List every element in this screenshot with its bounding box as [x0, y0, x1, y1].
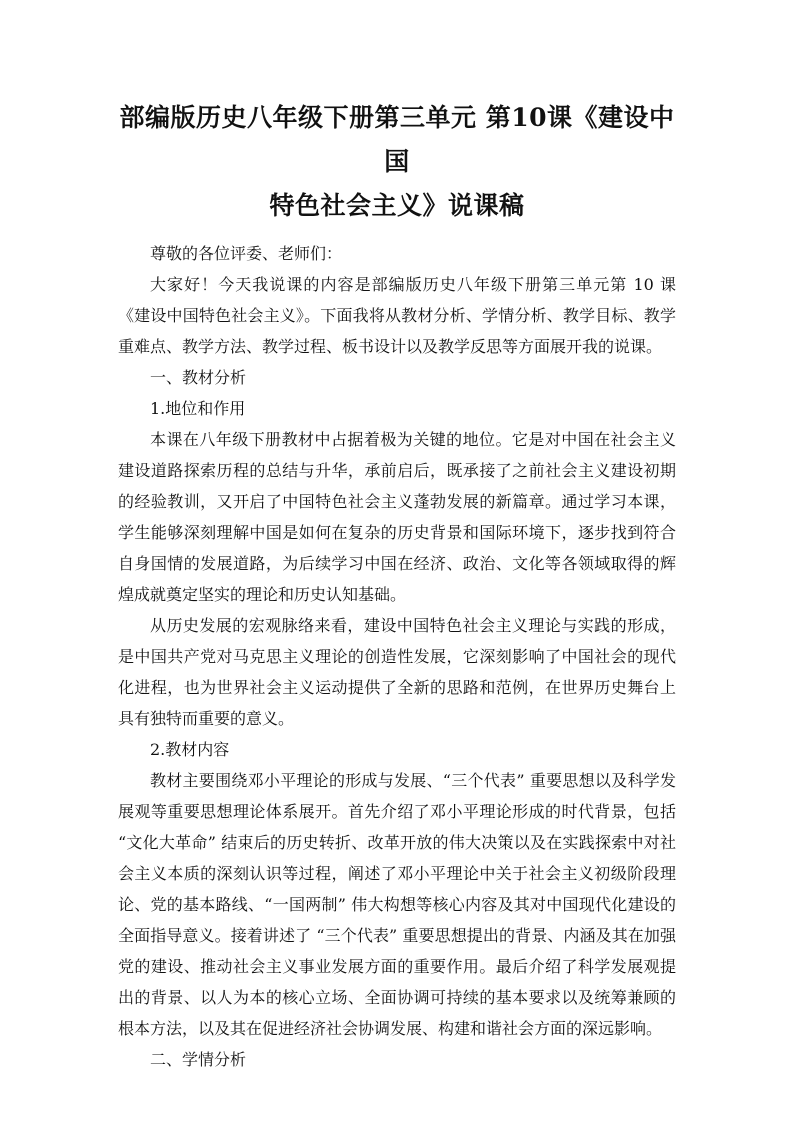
salutation: 尊敬的各位评委、老师们： — [150, 244, 343, 263]
title-line-2: 特色社会主义》说课稿 — [269, 191, 525, 220]
subheading-position-and-role: 1.地位和作用 — [150, 399, 246, 418]
document-body — [118, 238, 676, 1075]
paragraph-position: 本课在八年级下册教材中占据着极为关键的地位。它是对中国在社会主义建设道路探索历程的总结与升华，承前启后，既承接了之前社会主义建设初期的经验教训，又开启了中国特色社会主义蓬勃发展的新篇章。通过学习本课，学生能够深刻理解中国是如何在复杂的历史背景和国际环境下，逐步找到符合自身国情的发展道路，为后续学习中国在经济、政治、文化等各领域取得的辉煌成就奠定坚实的理论和历史认知基础。 — [118, 430, 676, 604]
paragraph-historical-significance: 从历史发展的宏观脉络来看，建设中国特色社会主义理论与实践的形成，是中国共产党对马克思主义理论的创造性发展，它深刻影响了中国社会的现代化进程，也为世界社会主义运动提供了全新的思路和范例，在世界历史舞台上具有独特而重要的意义。 — [118, 616, 676, 728]
paragraph-textbook-content: 教材主要围绕邓小平理论的形成与发展、“三个代表” 重要思想以及科学发展观等重要思想理论体系展开。首先介绍了邓小平理论形成的时代背景，包括 “文化大革命” 结束后的历史转折、改革开放的伟大决策以及在实践探索中对社会主义本质的深刻认识等过程，阐述了邓小平理论中关于社会主义初级阶段理论、党的基本路线、“一国两制” 伟大构想等核心内容及其对中国现代化建设的全面指导意义。接着讲述了 “三个代表” 重要思想提出的背景、内涵及其在加强党的建设、推动社会主义事业发展方面的重要作用。最后介绍了科学发展观提出的背景、以人为本的核心立场、全面协调可持续的基本要求以及统筹兼顾的根本方法，以及其在促进经济社会协调发展、构建和谐社会方面的深远影响。 — [118, 771, 676, 1038]
intro-paragraph: 大家好！今天我说课的内容是部编版历史八年级下册第三单元第 10 课《建设中国特色社会主义》。下面我将从教材分析、学情分析、教学目标、教学重难点、教学方法、教学过程、板书设计以及教学反思等方面展开我的说课。 — [118, 275, 676, 356]
subheading-textbook-content: 2.教材内容 — [150, 740, 230, 759]
title-line-1: 部编版历史八年级下册第三单元 第10课《建设中国 — [119, 103, 675, 176]
document-title — [118, 96, 676, 228]
section-heading-learner-analysis: 二、学情分析 — [150, 1050, 247, 1069]
section-heading-textbook-analysis: 一、教材分析 — [150, 368, 247, 387]
